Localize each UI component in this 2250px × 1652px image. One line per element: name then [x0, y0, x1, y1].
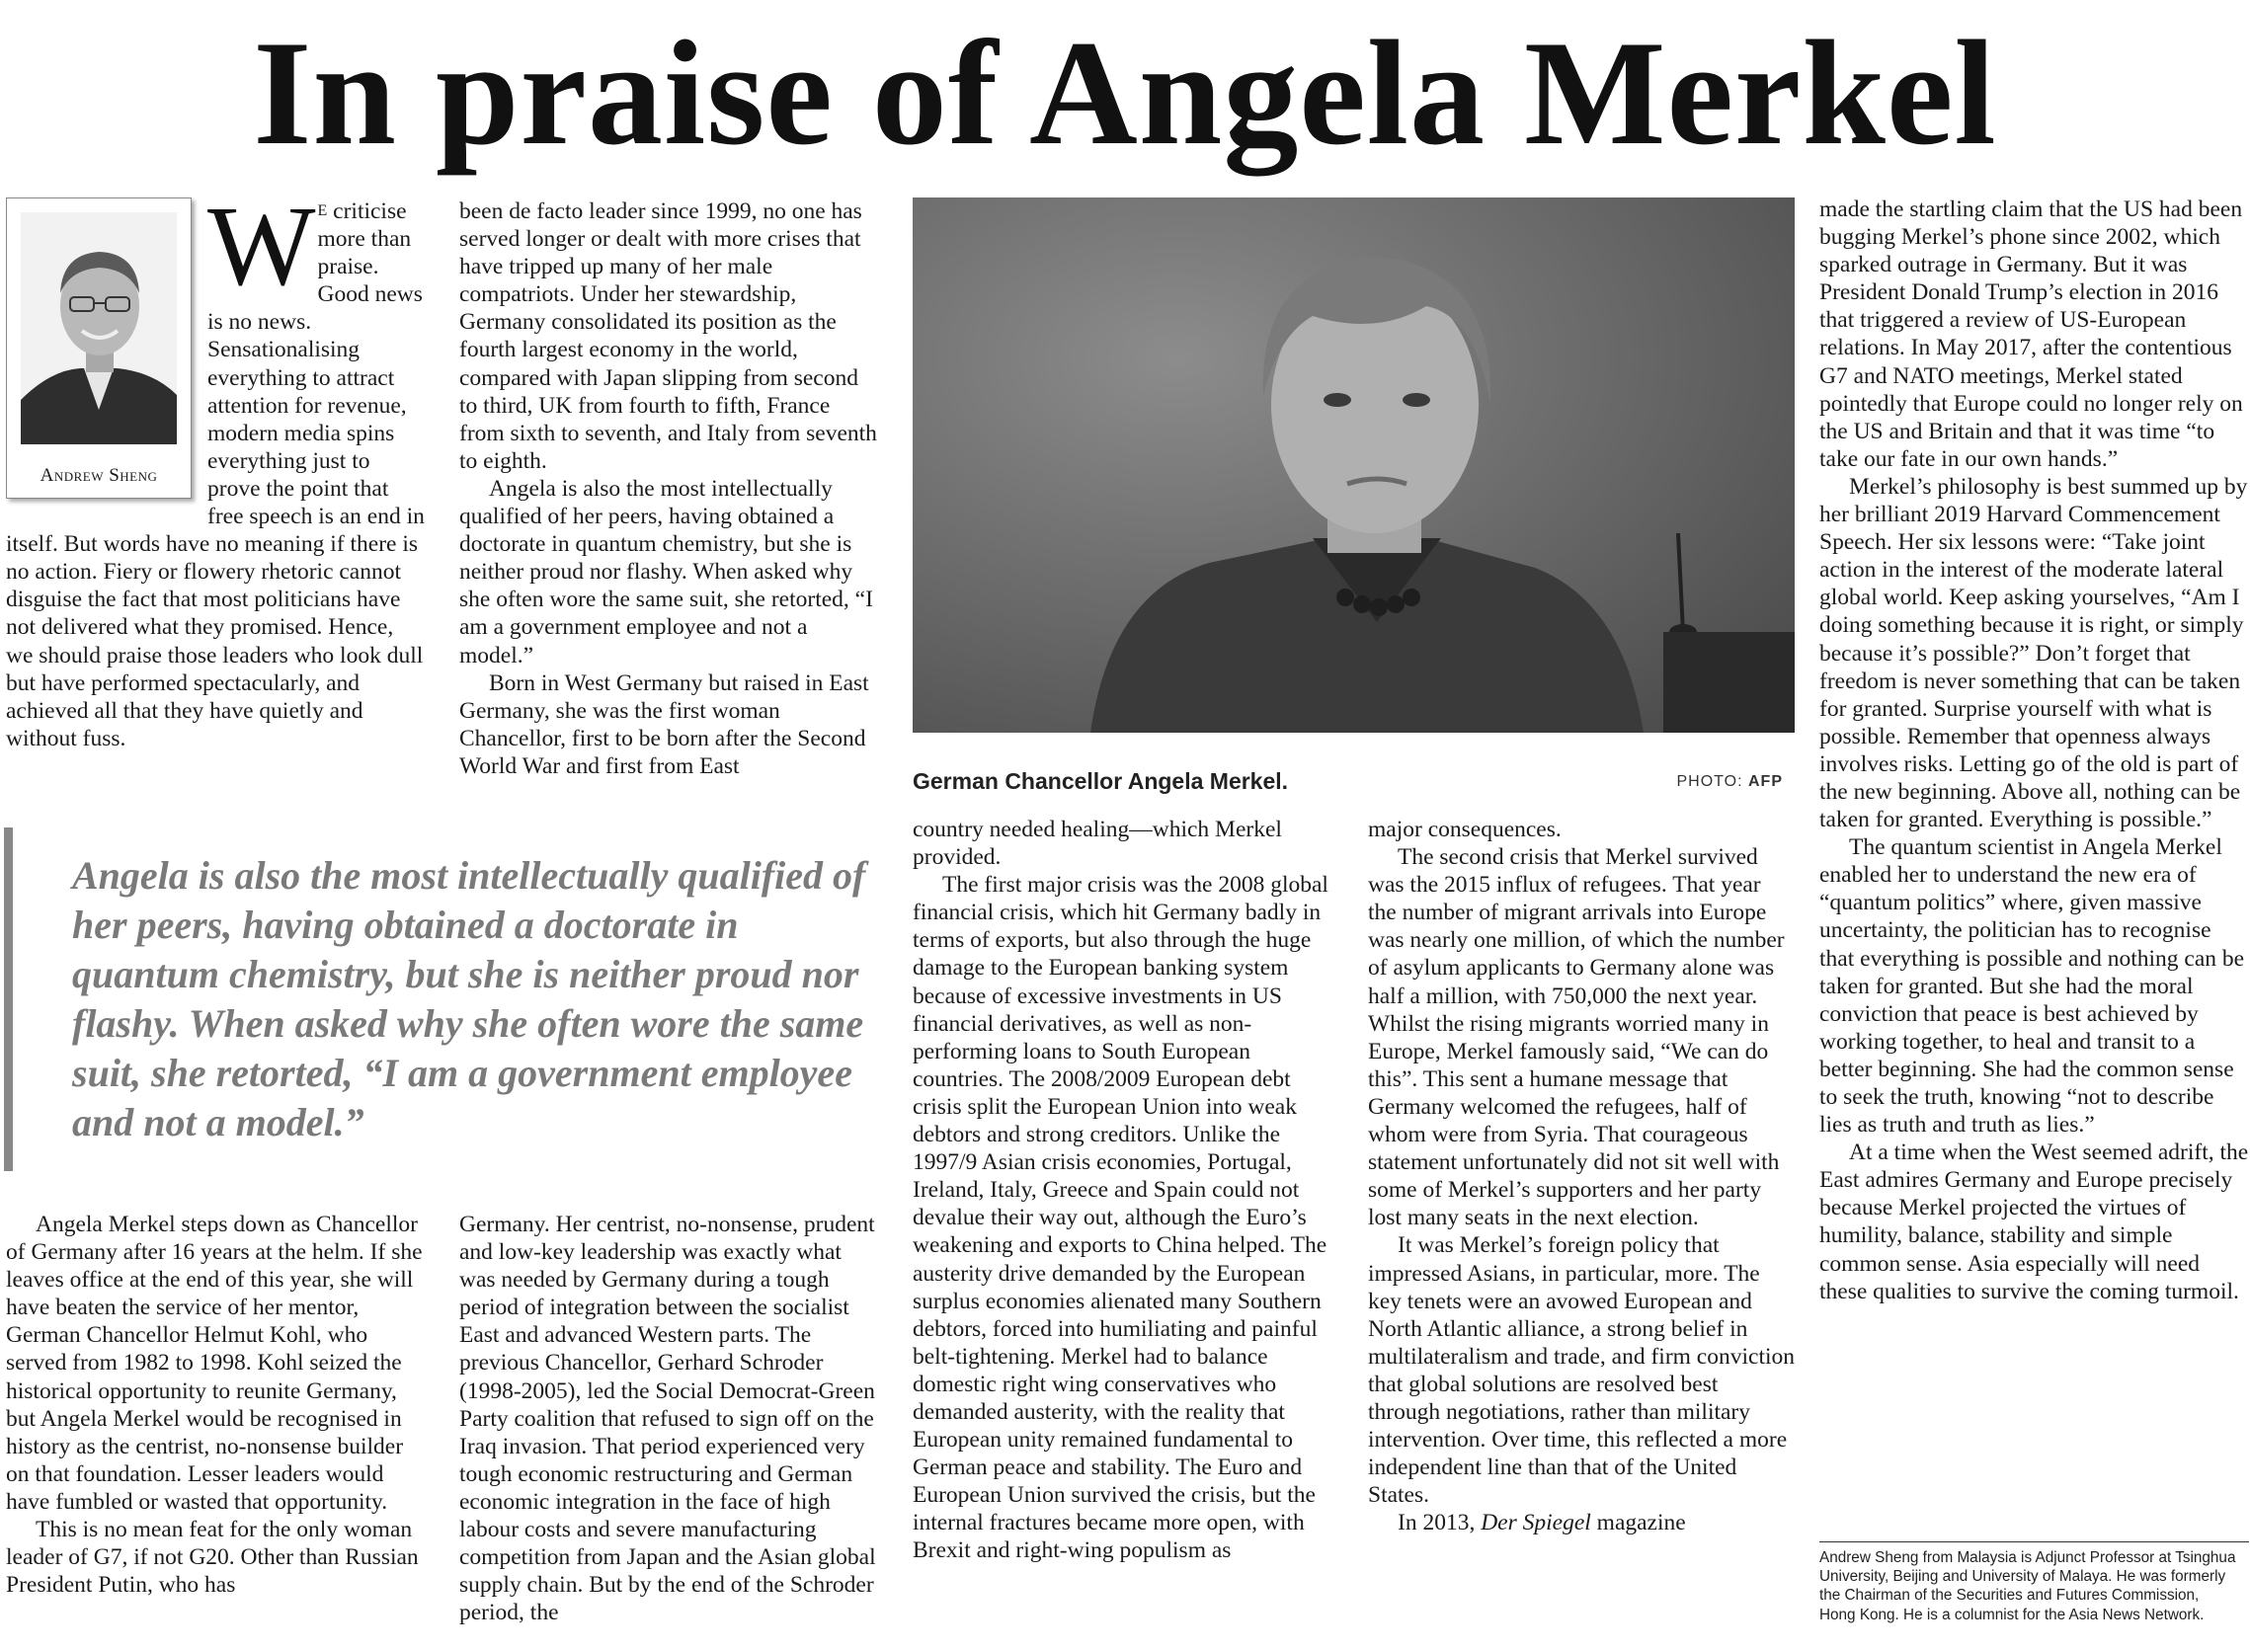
merkel-photo: [913, 197, 1795, 733]
column-1-bottom: [6, 1211, 426, 1649]
paragraph: Germany. Her centrist, no-nonsense, prudent and low-key leadership was exactly what was needed by Germany during a tough period of integration between the socialist East and advanced Western parts. The previous Chancellor, Gerhard Schroder (1998-2005), led the Social Democrat-Green Party coalition that refused to sign off on the Iraq invasion. That period experienced very tough economic restructuring and German economic integration in the face of high labour costs and severe manufacturing competition from Japan and the Asian global supply chain. But by the end of the Schroder period, the: [459, 1212, 876, 1626]
paragraph: Angela is also the most intellectually qualified of her peers, having obtained a doctorate in quantum chemistry, but she is neither proud nor flashy. When asked why she often wore the same suit, she retorted, “I am a government employee and not a model.”: [459, 475, 873, 669]
column-1-top: [6, 197, 426, 802]
column-2-top: [459, 197, 879, 802]
photo-credit: [1677, 773, 1784, 791]
paragraph: The quantum scientist in Angela Merkel enabled her to understand the new era of “quantum politics” where, given massive uncertainty, the politician has to recognise that everything is possible and nothing can be taken for granted. But she had the moral conviction that peace is best achieved by working together, to heal and transit to a better beginning. She had the common sense to seek the truth, knowing “not to describe lies as truth and truth as lies.”: [1819, 834, 2245, 1139]
paragraph: Born in West Germany but raised in East Germany, she was the first woman Chancellor, first to be born after the Second World War and first from East: [459, 669, 869, 779]
column-3: [913, 816, 1339, 1649]
drop-cap-rest: E: [317, 202, 328, 219]
pull-quote-text: Angela is also the most intellectually qualified of her peers, having obtained a doctorate in quantum chemistry, but she is neither proud nor flashy. When asked why she often wore the same suit, she retorted, “I am a government employee and not a model.”: [72, 853, 866, 1144]
column-2-bottom: [459, 1211, 879, 1649]
paragraph: The second crisis that Merkel survived was the 2015 influx of refugees. That year the number of migrant arrivals into Europe was nearly one million, of which the number of asylum applicants to Germany alone was half a million, with 750,000 the next year. Whilst the rising migrants worried many in Europe, Merkel famously said, “We can do this”. This sent a humane message that Germany welcomed the refugees, half of whom were from Syria. That courageous statement unfortunately did not sit well with some of Merkel’s supporters and her party lost many seats in the next election.: [1368, 844, 1785, 1231]
text-run: magazine: [1596, 1510, 1686, 1536]
bio-divider: [1819, 1541, 2249, 1542]
photo-caption: German Chancellor Angela Merkel.: [913, 768, 1289, 794]
paragraph: been de facto leader since 1999, no one has served longer or dealt with more crises that have tripped up many of her male compatriots. Under her stewardship, Germany consolidated its position as the fourth largest economy in the world, compared with Japan slipping from second to third, UK from fourth to fifth, France from sixth to seventh, and Italy from seventh to eighth.: [459, 198, 877, 474]
headline: In praise of Angela Merkel: [253, 10, 1997, 176]
author-box: [6, 197, 192, 499]
drop-cap: W: [207, 197, 316, 310]
paragraph: made the startling claim that the US had been bugging Merkel’s phone since 2002, which sparked outrage in Germany. But it was President Donald Trump’s election in 2016 that triggered a review of US-European relations. In May 2017, after the contentious G7 and NATO meetings, Merkel stated pointedly that Europe could no longer rely on the US and Britain and that it was time “to take our fate in our own hands.”: [1819, 197, 2243, 472]
pull-quote: [4, 827, 882, 1171]
photo-credit-label: PHOTO:: [1676, 773, 1743, 790]
paragraph: At a time when the West seemed adrift, the East admires Germany and Europe precisely because Merkel projected the virtues of humility, balance, stability and simple common sense. Asia especially will need these qualities to survive the coming turmoil.: [1819, 1140, 2249, 1304]
author-photo: [21, 212, 177, 444]
merkel-portrait-image: [913, 197, 1795, 733]
column-5: [1819, 196, 2249, 1536]
paragraph: The first major crisis was the 2008 global financial crisis, which hit Germany badly in terms of exports, but also through the huge damage to the European banking system because of excessive investments in US financial derivatives, as well as non-performing loans to South European countries. The 2008/2009 European debt crisis split the European Union into weak debtors and strong creditors. Unlike the 1997/9 Asian crisis economies, Portugal, Ireland, Italy, Greece and Spain could not devalue their way out, although the Euro’s weakening and exports to China helped. The austerity drive demanded by the European surplus economies alienated many Southern debtors, forced into humiliating and painful belt-tightening. Merkel had to balance domestic right wing conservatives who demanded austerity, with the reality that European unity remained fundamental to German peace and stability. The Euro and European Union survived the crisis, but the internal fractures became more open, with Brexit and right-wing populism as: [913, 872, 1328, 1564]
paragraph: major consequences.: [1368, 817, 1562, 842]
paragraph: Angela Merkel steps down as Chancellor of Germany after 16 years at the helm. If she leaves office at the end of this year, she will have beaten the service of her mentor, German Chancellor Helmut Kohl, who served from 1982 to 1998. Kohl seized the historical opportunity to reunite Germany, but Angela Merkel would be recognised in history as the centrist, no-nonsense builder on that foundation. Lesser leaders would have fumbled or wasted that opportunity.: [6, 1212, 423, 1515]
intro-text: criticise more than praise. Good news is no news. Sensationalising everything to attract attention for revenue, modern media spins everything just to prove the point that free speech is an end in itself. But words have no meaning if there is no action. Fiery or flowery rhetoric cannot disguise the fact that most politicians have not delivered what they promised. Hence, we should praise those leaders who look dull but have performed spectacularly, and achieved all that they have quietly and without fuss.: [6, 198, 425, 751]
author-name: Andrew Sheng: [40, 464, 158, 486]
paragraph: [1368, 1509, 1795, 1536]
column-4: [1368, 816, 1795, 1649]
paragraph: This is no mean feat for the only woman leader of G7, if not G20. Other than Russian President Putin, who has: [6, 1517, 419, 1599]
text-run: In 2013,: [1398, 1510, 1476, 1536]
paragraph: Merkel’s philosophy is best summed up by her brilliant 2019 Harvard Commencement Speech. Her six lessons were: “Take joint action in the interest of the moderate lateral global world. Keep asking yourselves, “Am I doing something because it is right, or simply because it’s possible?” Don’t forget that freedom is never something that can be taken for granted. Surprise yourself with what is possible. Remember that openness always involves risks. Letting go of the old is part of the new beginning. Above all, nothing can be taken for granted. Everything is possible.”: [1819, 473, 2248, 833]
photo-credit-source: AFP: [1748, 773, 1783, 790]
photo-caption-bar: [913, 768, 1795, 798]
publication-name: Der Spiegel: [1481, 1510, 1591, 1536]
paragraph: It was Merkel’s foreign policy that impressed Asians, in particular, more. The key tenets were an avowed European and North Atlantic alliance, a strong belief in multilateralism and trade, and firm conviction that global solutions are resolved best through negotiations, rather than military intervention. Over time, this reflected a more independent line than that of the United States.: [1368, 1232, 1795, 1509]
paragraph: country needed healing—which Merkel provided.: [913, 817, 1282, 871]
author-bio: Andrew Sheng from Malaysia is Adjunct Professor at Tsinghua University, Beijing and University of Malaya. He was formerly the Chairman of the Securities and Futures Commission, Hong Kong. He is a columnist for the Asia News Network.: [1819, 1549, 2236, 1623]
